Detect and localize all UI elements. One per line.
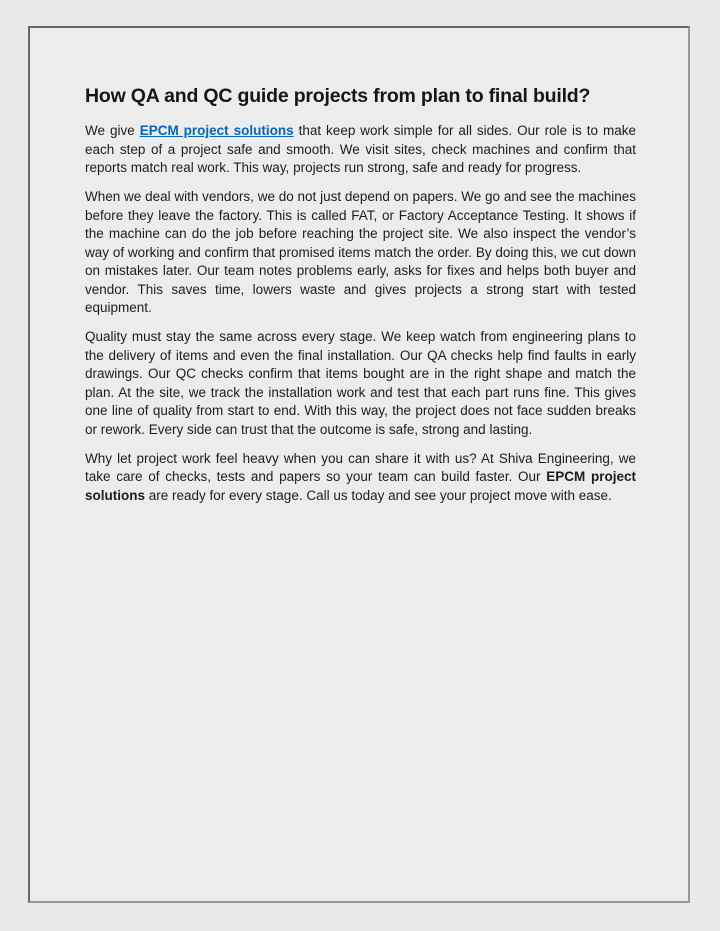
paragraph-quality bbox=[85, 328, 636, 439]
page-title: How QA and QC guide projects from plan to final build? bbox=[85, 85, 591, 107]
paragraph-cta bbox=[85, 450, 636, 505]
paragraph-vendors bbox=[85, 188, 636, 317]
body-text: We give bbox=[85, 123, 140, 139]
body-text: Quality must stay the same across every stage. We keep watch from engineering plans to the delivery of items and even the final installation. Our QA checks help find faults in early drawings. Our QC checks confirm that items bought are in the right shape and match the plan. At the site, we track the installation work and test that each part runs fine. This gives one line of quality from start to end. With this way, the project does not face sudden breaks or rework. Every side can trust that the outcome is safe, strong and lasting. bbox=[85, 329, 636, 437]
bold-text: EPCM project solutions bbox=[85, 469, 636, 503]
article-body bbox=[85, 122, 636, 505]
body-text: When we deal with vendors, we do not just depend on papers. We go and see the machines before they leave the factory. This is called FAT, or Factory Acceptance Testing. It shows if the machine can do the job before reaching the project site. We also inspect the vendor’s way of working and confirm that promised items match the order. By doing this, we cut down on mistakes later. Our team notes problems early, asks for fixes and helps both buyer and vendor. This saves time, lowers waste and gives projects a strong start with tested equipment. bbox=[85, 189, 636, 316]
body-text: that keep work simple for all sides. Our role is to make each step of a project safe and smooth. We visit sites, check machines and confirm that reports match real work. This way, projects run strong, safe and ready for progress. bbox=[85, 123, 636, 176]
paragraph-intro bbox=[85, 122, 636, 177]
page-border-frame bbox=[28, 26, 690, 903]
body-text: are ready for every stage. Call us today and see your project move with ease. bbox=[145, 487, 612, 503]
epcm-project-solutions-link[interactable]: EPCM project solutions bbox=[139, 123, 294, 139]
body-text: Why let project work feel heavy when you can share it with us? At Shiva Engineering, we take care of checks, tests and papers so your team can build faster. Our bbox=[85, 450, 636, 485]
